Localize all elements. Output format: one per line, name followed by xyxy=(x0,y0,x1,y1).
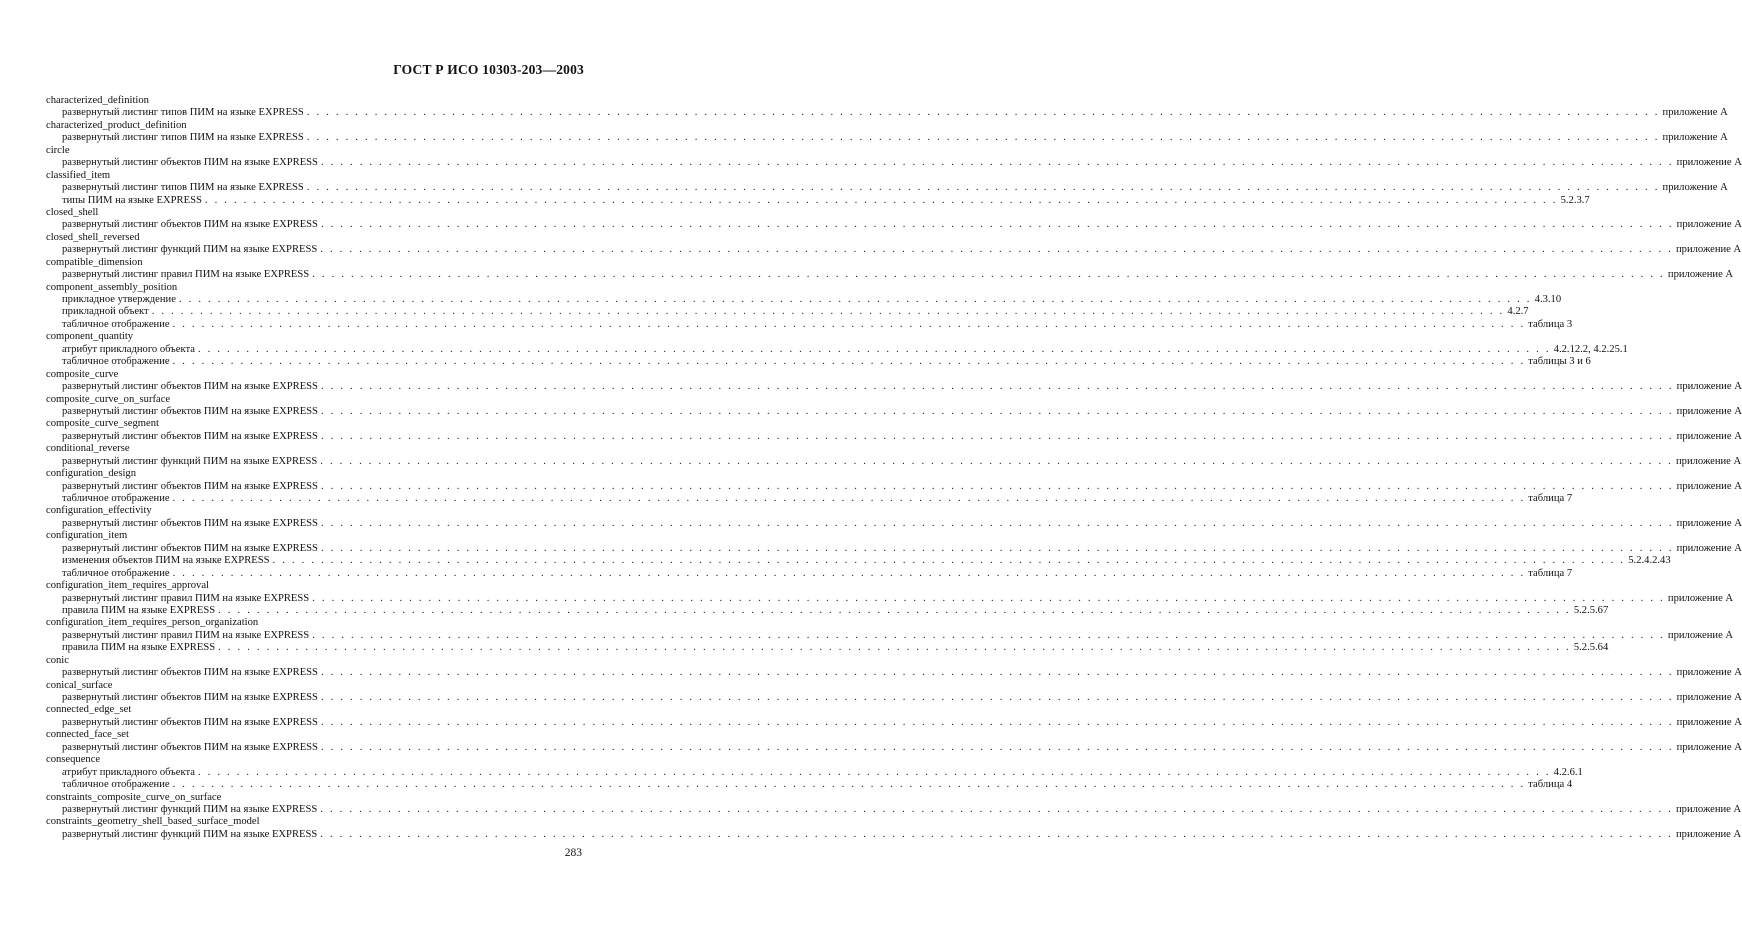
index-reference xyxy=(46,157,1742,169)
index-reference xyxy=(46,803,1742,816)
reference-description: правила ПИМ на языке EXPRESS xyxy=(62,642,216,654)
index-reference xyxy=(46,455,1742,468)
reference-description: табличное отображение xyxy=(62,356,170,368)
reference-description: табличное отображение xyxy=(62,567,170,579)
dot-leader: . . . . . . . . . . . . . . . . . . . . . . . . . . . . . . . . . . . . . . . . . . . . . . . . . . . . . . . . . . . . . . . . . . . . . . . . . . . . . . . . . . . . . . . . . . . . . . . . . . . . . . . . . . . . . . . . . . . . . . . . . . . . . . . . . . . . . . . . . . . . xyxy=(172,567,1526,579)
index-reference xyxy=(46,194,1590,207)
index-term: consequence xyxy=(46,754,101,766)
dot-leader: . . . . . . . . . . . . . . . . . . . . . . . . . . . . . . . . . . . . . . . . . . . . . . . . . . . . . . . . . . . . . . . . . . . . . . . . . . . . . . . . . . . . . . . . . . . . . . . . . . . . . . . . . . . . . . . . . . . . . . . . . . . . . . . . . . . . . . . . . . . . xyxy=(320,692,1674,703)
dot-leader: . . . . . . . . . . . . . . . . . . . . . . . . . . . . . . . . . . . . . . . . . . . . . . . . . . . . . . . . . . . . . . . . . . . . . . . . . . . . . . . . . . . . . . . . . . . . . . . . . . . . . . . . . . . . . . . . . . . . . . . . . . . . . . . . . . . . . . . . . . . . xyxy=(197,343,1551,355)
reference-description: табличное отображение xyxy=(62,318,170,330)
index-reference xyxy=(46,182,1728,194)
dot-leader: . . . . . . . . . . . . . . . . . . . . . . . . . . . . . . . . . . . . . . . . . . . . . . . . . . . . . . . . . . . . . . . . . . . . . . . . . . . . . . . . . . . . . . . . . . . . . . . . . . . . . . . . . . . . . . . . . . . . . . . . . . . . . . . . . . . . . . . . . . . . xyxy=(306,107,1660,119)
reference-description: атрибут прикладного объекта xyxy=(62,766,195,778)
dot-leader: . . . . . . . . . . . . . . . . . . . . . . . . . . . . . . . . . . . . . . . . . . . . . . . . . . . . . . . . . . . . . . . . . . . . . . . . . . . . . . . . . . . . . . . . . . . . . . . . . . . . . . . . . . . . . . . . . . . . . . . . . . . . . . . . . . . . . . . . . . . . xyxy=(320,517,1674,529)
index-reference xyxy=(46,244,1742,256)
index-term: conical_surface xyxy=(46,679,113,691)
index-term: configuration_effectivity xyxy=(46,505,152,517)
index-reference xyxy=(46,493,1573,505)
index-term: constraints_geometry_shell_based_surface_model xyxy=(46,816,260,828)
reference-location: приложение А xyxy=(1676,542,1742,554)
dot-leader: . . . . . . . . . . . . . . . . . . . . . . . . . . . . . . . . . . . . . . . . . . . . . . . . . . . . . . . . . . . . . . . . . . . . . . . . . . . . . . . . . . . . . . . . . . . . . . . . . . . . . . . . . . . . . . . . . . . . . . . . . . . . . . . . . . . . . . . . . . . . xyxy=(172,779,1526,791)
dot-leader: . . . . . . . . . . . . . . . . . . . . . . . . . . . . . . . . . . . . . . . . . . . . . . . . . . . . . . . . . . . . . . . . . . . . . . . . . . . . . . . . . . . . . . . . . . . . . . . . . . . . . . . . . . . . . . . . . . . . . . . . . . . . . . . . . . . . . . . . . . . . xyxy=(320,405,1674,417)
reference-description: развернутый листинг функций ПИМ на языке EXPRESS xyxy=(62,828,318,840)
index-reference xyxy=(46,132,1728,144)
index-term: configuration_design xyxy=(46,468,137,480)
reference-location: приложение А xyxy=(1676,517,1742,529)
index-term: conditional_reverse xyxy=(46,443,130,455)
reference-description: развернутый листинг объектов ПИМ на языке EXPRESS xyxy=(62,157,318,169)
dot-leader: . . . . . . . . . . . . . . . . . . . . . . . . . . . . . . . . . . . . . . . . . . . . . . . . . . . . . . . . . . . . . . . . . . . . . . . . . . . . . . . . . . . . . . . . . . . . . . . . . . . . . . . . . . . . . . . . . . . . . . . . . . . . . . . . . . . . . . . . . . . . xyxy=(320,716,1674,728)
reference-description: развернутый листинг функций ПИМ на языке EXPRESS xyxy=(62,244,318,256)
reference-description: развернутый листинг типов ПИМ на языке EXPRESS xyxy=(62,132,304,144)
dot-leader: . . . . . . . . . . . . . . . . . . . . . . . . . . . . . . . . . . . . . . . . . . . . . . . . . . . . . . . . . . . . . . . . . . . . . . . . . . . . . . . . . . . . . . . . . . . . . . . . . . . . . . . . . . . . . . . . . . . . . . . . . . . . . . . . . . . . . . . . . . . . xyxy=(320,430,1674,442)
dot-leader: . . . . . . . . . . . . . . . . . . . . . . . . . . . . . . . . . . . . . . . . . . . . . . . . . . . . . . . . . . . . . . . . . . . . . . . . . . . . . . . . . . . . . . . . . . . . . . . . . . . . . . . . . . . . . . . . . . . . . . . . . . . . . . . . . . . . . . . . . . . . xyxy=(204,194,1558,206)
index-reference xyxy=(46,405,1742,418)
reference-location: приложение А xyxy=(1667,269,1734,281)
index-term: compatible_dimension xyxy=(46,256,143,268)
index-reference xyxy=(46,343,1628,356)
reference-location: приложение А xyxy=(1676,455,1742,467)
index-term: circle xyxy=(46,144,70,156)
dot-leader: . . . . . . . . . . . . . . . . . . . . . . . . . . . . . . . . . . . . . . . . . . . . . . . . . . . . . . . . . . . . . . . . . . . . . . . . . . . . . . . . . . . . . . . . . . . . . . . . . . . . . . . . . . . . . . . . . . . . . . . . . . . . . . . . . . . . . . . . . . . . xyxy=(306,182,1660,194)
index-reference xyxy=(46,318,1573,331)
reference-location: приложение А xyxy=(1662,182,1728,194)
reference-description: развернутый листинг объектов ПИМ на языке EXPRESS xyxy=(62,430,318,442)
index-term: classified_item xyxy=(46,169,111,181)
reference-description: табличное отображение xyxy=(62,493,170,504)
dot-leader: . . . . . . . . . . . . . . . . . . . . . . . . . . . . . . . . . . . . . . . . . . . . . . . . . . . . . . . . . . . . . . . . . . . . . . . . . . . . . . . . . . . . . . . . . . . . . . . . . . . . . . . . . . . . . . . . . . . . . . . . . . . . . . . . . . . . . . . . . . . . xyxy=(306,132,1660,144)
dot-leader: . . . . . . . . . . . . . . . . . . . . . . . . . . . . . . . . . . . . . . . . . . . . . . . . . . . . . . . . . . . . . . . . . . . . . . . . . . . . . . . . . . . . . . . . . . . . . . . . . . . . . . . . . . . . . . . . . . . . . . . . . . . . . . . . . . . . . . . . . . . . xyxy=(197,766,1551,778)
dot-leader: . . . . . . . . . . . . . . . . . . . . . . . . . . . . . . . . . . . . . . . . . . . . . . . . . . . . . . . . . . . . . . . . . . . . . . . . . . . . . . . . . . . . . . . . . . . . . . . . . . . . . . . . . . . . . . . . . . . . . . . . . . . . . . . . . . . . . . . . . . . . xyxy=(218,604,1571,616)
index-reference xyxy=(46,766,1583,779)
dot-leader: . . . . . . . . . . . . . . . . . . . . . . . . . . . . . . . . . . . . . . . . . . . . . . . . . . . . . . . . . . . . . . . . . . . . . . . . . . . . . . . . . . . . . . . . . . . . . . . . . . . . . . . . . . . . . . . . . . . . . . . . . . . . . . . . . . . . . . . . . . . . xyxy=(151,306,1505,318)
reference-description: развернутый листинг объектов ПИМ на языке EXPRESS xyxy=(62,219,318,231)
index-term: connected_face_set xyxy=(46,729,129,741)
index-term: configuration_item_requires_approval xyxy=(46,580,209,592)
reference-location: приложение А xyxy=(1676,716,1742,728)
reference-location: приложение А xyxy=(1676,244,1742,256)
dot-leader: . . . . . . . . . . . . . . . . . . . . . . . . . . . . . . . . . . . . . . . . . . . . . . . . . . . . . . . . . . . . . . . . . . . . . . . . . . . . . . . . . . . . . . . . . . . . . . . . . . . . . . . . . . . . . . . . . . . . . . . . . . . . . . . . . . . . . . . . . . . . xyxy=(320,219,1674,231)
index-reference xyxy=(46,381,1742,393)
reference-location: 4.3.10 xyxy=(1534,294,1562,305)
index-term: closed_shell_reversed xyxy=(46,231,140,243)
reference-description: атрибут прикладного объекта xyxy=(62,343,195,355)
reference-description: типы ПИМ на языке EXPRESS xyxy=(62,194,202,206)
dot-leader: . . . . . . . . . . . . . . . . . . . . . . . . . . . . . . . . . . . . . . . . . . . . . . . . . . . . . . . . . . . . . . . . . . . . . . . . . . . . . . . . . . . . . . . . . . . . . . . . . . . . . . . . . . . . . . . . . . . . . . . . . . . . . . . . . . . . . . . . . . . . xyxy=(320,480,1674,492)
index-reference xyxy=(46,828,1742,841)
reference-description: развернутый листинг правил ПИМ на языке EXPRESS xyxy=(62,629,310,641)
index-reference xyxy=(46,430,1742,443)
index-reference xyxy=(46,294,1562,306)
index-term: characterized_product_definition xyxy=(46,119,187,131)
dot-leader: . . . . . . . . . . . . . . . . . . . . . . . . . . . . . . . . . . . . . . . . . . . . . . . . . . . . . . . . . . . . . . . . . . . . . . . . . . . . . . . . . . . . . . . . . . . . . . . . . . . . . . . . . . . . . . . . . . . . . . . . . . . . . . . . . . . . . . . . . . . . xyxy=(320,542,1674,554)
reference-location: 5.2.4.2.43 xyxy=(1628,555,1671,567)
reference-description: развернутый листинг объектов ПИМ на языке EXPRESS xyxy=(62,480,318,492)
reference-description: развернутый листинг объектов ПИМ на языке EXPRESS xyxy=(62,667,318,679)
index-reference xyxy=(46,716,1742,729)
index-reference xyxy=(46,107,1728,119)
reference-location: приложение А xyxy=(1676,405,1742,417)
reference-description: развернутый листинг объектов ПИМ на языке EXPRESS xyxy=(62,716,318,728)
index-term: characterized_definition xyxy=(46,95,149,106)
dot-leader: . . . . . . . . . . . . . . . . . . . . . . . . . . . . . . . . . . . . . . . . . . . . . . . . . . . . . . . . . . . . . . . . . . . . . . . . . . . . . . . . . . . . . . . . . . . . . . . . . . . . . . . . . . . . . . . . . . . . . . . . . . . . . . . . . . . . . . . . . . . . xyxy=(178,294,1532,305)
reference-location: 4.2.12.2, 4.2.25.1 xyxy=(1553,343,1628,355)
index-reference xyxy=(46,667,1742,679)
index-reference xyxy=(46,779,1573,791)
reference-description: изменения объектов ПИМ на языке EXPRESS xyxy=(62,555,270,567)
reference-location: таблицы 3 и 6 xyxy=(1528,356,1591,368)
index-reference xyxy=(46,555,1671,567)
dot-leader: . . . . . . . . . . . . . . . . . . . . . . . . . . . . . . . . . . . . . . . . . . . . . . . . . . . . . . . . . . . . . . . . . . . . . . . . . . . . . . . . . . . . . . . . . . . . . . . . . . . . . . . . . . . . . . . . . . . . . . . . . . . . . . . . . . . . . . . . . . . . xyxy=(172,493,1526,504)
index-term: conic xyxy=(46,654,69,666)
dot-leader: . . . . . . . . . . . . . . . . . . . . . . . . . . . . . . . . . . . . . . . . . . . . . . . . . . . . . . . . . . . . . . . . . . . . . . . . . . . . . . . . . . . . . . . . . . . . . . . . . . . . . . . . . . . . . . . . . . . . . . . . . . . . . . . . . . . . . . . . . . . . xyxy=(320,455,1673,467)
dot-leader: . . . . . . . . . . . . . . . . . . . . . . . . . . . . . . . . . . . . . . . . . . . . . . . . . . . . . . . . . . . . . . . . . . . . . . . . . . . . . . . . . . . . . . . . . . . . . . . . . . . . . . . . . . . . . . . . . . . . . . . . . . . . . . . . . . . . . . . . . . . . xyxy=(312,269,1665,281)
reference-location: таблица 3 xyxy=(1528,318,1573,330)
reference-description: правила ПИМ на языке EXPRESS xyxy=(62,604,216,616)
index-reference xyxy=(46,480,1742,493)
index-reference xyxy=(46,517,1742,530)
index-reference xyxy=(46,356,1591,368)
reference-location: приложение А xyxy=(1676,157,1742,169)
index-reference xyxy=(46,567,1573,580)
reference-location: 5.2.5.67 xyxy=(1573,604,1609,616)
index-reference xyxy=(46,692,1742,704)
reference-description: развернутый листинг объектов ПИМ на языке EXPRESS xyxy=(62,741,318,753)
index-term: component_quantity xyxy=(46,331,134,343)
reference-description: развернутый листинг правил ПИМ на языке EXPRESS xyxy=(62,592,310,604)
dot-leader: . . . . . . . . . . . . . . . . . . . . . . . . . . . . . . . . . . . . . . . . . . . . . . . . . . . . . . . . . . . . . . . . . . . . . . . . . . . . . . . . . . . . . . . . . . . . . . . . . . . . . . . . . . . . . . . . . . . . . . . . . . . . . . . . . . . . . . . . . . . . xyxy=(172,356,1526,368)
reference-location: приложение А xyxy=(1676,219,1742,231)
dot-leader: . . . . . . . . . . . . . . . . . . . . . . . . . . . . . . . . . . . . . . . . . . . . . . . . . . . . . . . . . . . . . . . . . . . . . . . . . . . . . . . . . . . . . . . . . . . . . . . . . . . . . . . . . . . . . . . . . . . . . . . . . . . . . . . . . . . . . . . . . . . . xyxy=(320,381,1674,393)
reference-description: развернутый листинг типов ПИМ на языке EXPRESS xyxy=(62,107,304,119)
reference-location: приложение А xyxy=(1667,592,1734,604)
reference-description: прикладной объект xyxy=(62,306,149,318)
alphabetical-index xyxy=(46,95,1742,841)
reference-location: таблица 4 xyxy=(1528,779,1573,791)
reference-location: приложение А xyxy=(1676,692,1742,703)
dot-leader: . . . . . . . . . . . . . . . . . . . . . . . . . . . . . . . . . . . . . . . . . . . . . . . . . . . . . . . . . . . . . . . . . . . . . . . . . . . . . . . . . . . . . . . . . . . . . . . . . . . . . . . . . . . . . . . . . . . . . . . . . . . . . . . . . . . . . . . . . . . . xyxy=(320,828,1673,840)
dot-leader: . . . . . . . . . . . . . . . . . . . . . . . . . . . . . . . . . . . . . . . . . . . . . . . . . . . . . . . . . . . . . . . . . . . . . . . . . . . . . . . . . . . . . . . . . . . . . . . . . . . . . . . . . . . . . . . . . . . . . . . . . . . . . . . . . . . . . . . . . . . . xyxy=(272,555,1626,567)
index-reference xyxy=(46,542,1742,555)
dot-leader: . . . . . . . . . . . . . . . . . . . . . . . . . . . . . . . . . . . . . . . . . . . . . . . . . . . . . . . . . . . . . . . . . . . . . . . . . . . . . . . . . . . . . . . . . . . . . . . . . . . . . . . . . . . . . . . . . . . . . . . . . . . . . . . . . . . . . . . . . . . . xyxy=(320,667,1674,679)
reference-location: приложение А xyxy=(1676,803,1742,815)
index-reference xyxy=(46,592,1734,605)
index-term: composite_curve xyxy=(46,368,119,380)
reference-description: развернутый листинг типов ПИМ на языке EXPRESS xyxy=(62,182,304,194)
reference-location: приложение А xyxy=(1676,741,1742,753)
index-reference xyxy=(46,306,1529,318)
reference-location: приложение А xyxy=(1676,381,1742,393)
dot-leader: . . . . . . . . . . . . . . . . . . . . . . . . . . . . . . . . . . . . . . . . . . . . . . . . . . . . . . . . . . . . . . . . . . . . . . . . . . . . . . . . . . . . . . . . . . . . . . . . . . . . . . . . . . . . . . . . . . . . . . . . . . . . . . . . . . . . . . . . . . . . xyxy=(312,592,1665,604)
reference-location: таблица 7 xyxy=(1528,567,1573,579)
reference-location: приложение А xyxy=(1662,132,1728,144)
index-term: closed_shell xyxy=(46,206,99,218)
reference-description: развернутый листинг объектов ПИМ на языке EXPRESS xyxy=(62,381,318,393)
dot-leader: . . . . . . . . . . . . . . . . . . . . . . . . . . . . . . . . . . . . . . . . . . . . . . . . . . . . . . . . . . . . . . . . . . . . . . . . . . . . . . . . . . . . . . . . . . . . . . . . . . . . . . . . . . . . . . . . . . . . . . . . . . . . . . . . . . . . . . . . . . . . xyxy=(320,157,1674,169)
index-reference xyxy=(46,629,1734,642)
reference-location: приложение А xyxy=(1676,667,1742,679)
dot-leader: . . . . . . . . . . . . . . . . . . . . . . . . . . . . . . . . . . . . . . . . . . . . . . . . . . . . . . . . . . . . . . . . . . . . . . . . . . . . . . . . . . . . . . . . . . . . . . . . . . . . . . . . . . . . . . . . . . . . . . . . . . . . . . . . . . . . . . . . . . . . xyxy=(218,642,1571,654)
reference-description: развернутый листинг объектов ПИМ на языке EXPRESS xyxy=(62,692,318,703)
index-term: composite_curve_segment xyxy=(46,418,159,430)
index-reference xyxy=(46,741,1742,754)
reference-location: приложение А xyxy=(1676,828,1742,840)
reference-location: приложение А xyxy=(1667,629,1734,641)
dot-leader: . . . . . . . . . . . . . . . . . . . . . . . . . . . . . . . . . . . . . . . . . . . . . . . . . . . . . . . . . . . . . . . . . . . . . . . . . . . . . . . . . . . . . . . . . . . . . . . . . . . . . . . . . . . . . . . . . . . . . . . . . . . . . . . . . . . . . . . . . . . . xyxy=(320,803,1673,815)
reference-location: 4.2.6.1 xyxy=(1553,766,1583,778)
index-term: connected_edge_set xyxy=(46,704,132,716)
document-header: ГОСТ Р ИСО 10303-203—2003 xyxy=(393,62,584,77)
reference-description: развернутый листинг правил ПИМ на языке EXPRESS xyxy=(62,269,310,281)
reference-location: приложение А xyxy=(1662,107,1728,119)
reference-location: таблица 7 xyxy=(1528,493,1573,504)
dot-leader: . . . . . . . . . . . . . . . . . . . . . . . . . . . . . . . . . . . . . . . . . . . . . . . . . . . . . . . . . . . . . . . . . . . . . . . . . . . . . . . . . . . . . . . . . . . . . . . . . . . . . . . . . . . . . . . . . . . . . . . . . . . . . . . . . . . . . . . . . . . . xyxy=(312,629,1665,641)
index-reference xyxy=(46,604,1609,617)
reference-location: 4.2.7 xyxy=(1507,306,1529,318)
reference-description: табличное отображение xyxy=(62,779,170,791)
index-reference xyxy=(46,219,1742,231)
reference-description: развернутый листинг объектов ПИМ на языке EXPRESS xyxy=(62,517,318,529)
index-reference xyxy=(46,642,1609,654)
reference-location: 5.2.3.7 xyxy=(1560,194,1590,206)
dot-leader: . . . . . . . . . . . . . . . . . . . . . . . . . . . . . . . . . . . . . . . . . . . . . . . . . . . . . . . . . . . . . . . . . . . . . . . . . . . . . . . . . . . . . . . . . . . . . . . . . . . . . . . . . . . . . . . . . . . . . . . . . . . . . . . . . . . . . . . . . . . . xyxy=(172,318,1526,330)
reference-location: 5.2.5.64 xyxy=(1573,642,1609,654)
reference-location: приложение А xyxy=(1676,430,1742,442)
index-term: constraints_composite_curve_on_surface xyxy=(46,791,222,803)
page-number: 283 xyxy=(564,847,582,859)
reference-description: развернутый листинг функций ПИМ на языке EXPRESS xyxy=(62,455,318,467)
index-term: configuration_item_requires_person_organization xyxy=(46,617,259,629)
dot-leader: . . . . . . . . . . . . . . . . . . . . . . . . . . . . . . . . . . . . . . . . . . . . . . . . . . . . . . . . . . . . . . . . . . . . . . . . . . . . . . . . . . . . . . . . . . . . . . . . . . . . . . . . . . . . . . . . . . . . . . . . . . . . . . . . . . . . . . . . . . . . xyxy=(320,741,1674,753)
index-term: composite_curve_on_surface xyxy=(46,393,171,405)
reference-description: развернутый листинг объектов ПИМ на языке EXPRESS xyxy=(62,542,318,554)
reference-description: прикладное утверждение xyxy=(62,294,176,305)
index-term: component_assembly_position xyxy=(46,281,178,293)
index-reference xyxy=(46,269,1734,281)
index-term: configuration_item xyxy=(46,530,128,542)
reference-description: развернутый листинг функций ПИМ на языке EXPRESS xyxy=(62,803,318,815)
dot-leader: . . . . . . . . . . . . . . . . . . . . . . . . . . . . . . . . . . . . . . . . . . . . . . . . . . . . . . . . . . . . . . . . . . . . . . . . . . . . . . . . . . . . . . . . . . . . . . . . . . . . . . . . . . . . . . . . . . . . . . . . . . . . . . . . . . . . . . . . . . . . xyxy=(320,244,1673,256)
reference-location: приложение А xyxy=(1676,480,1742,492)
reference-description: развернутый листинг объектов ПИМ на языке EXPRESS xyxy=(62,405,318,417)
